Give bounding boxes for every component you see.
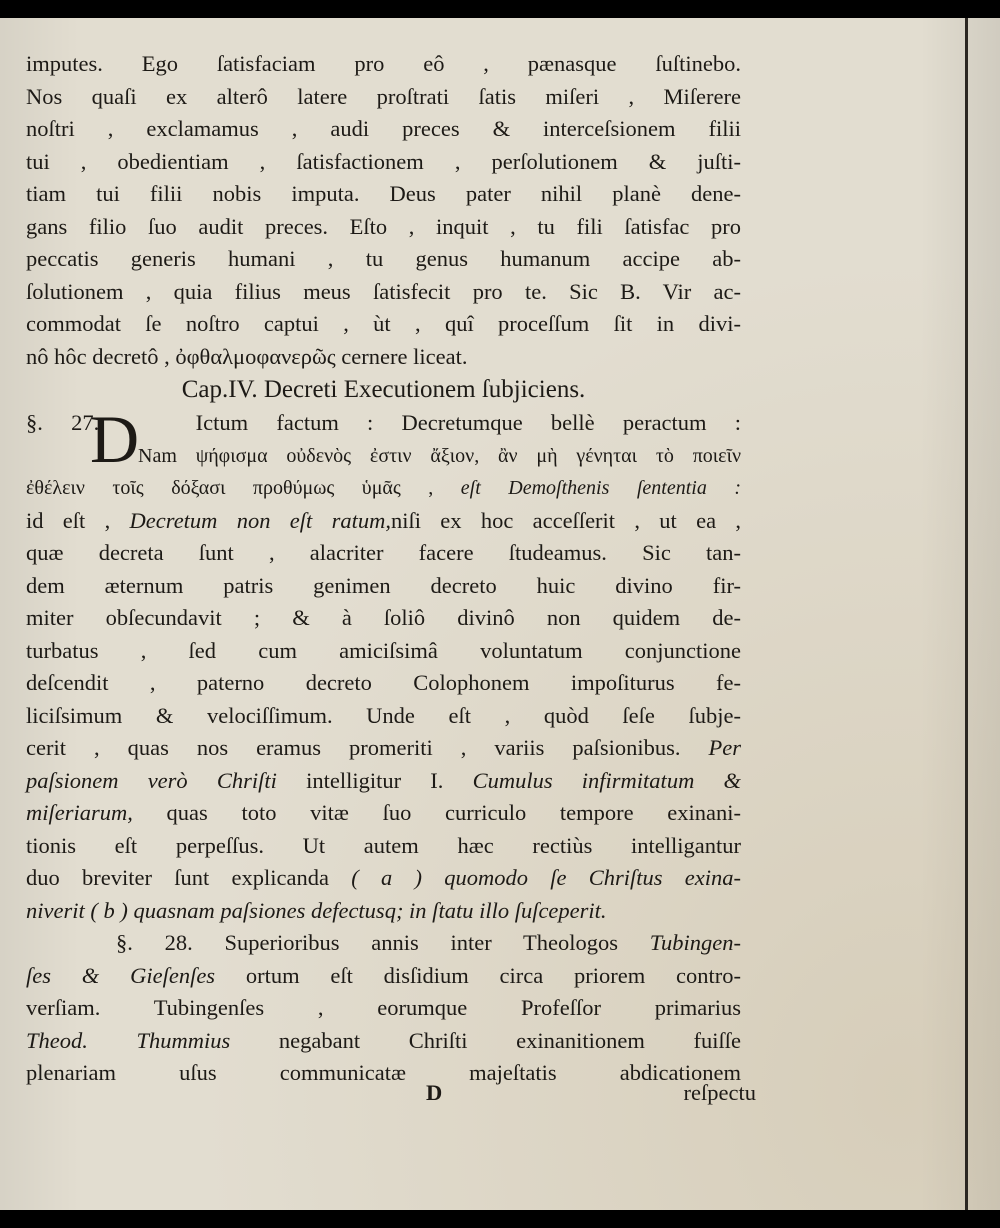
body-text	[26, 48, 741, 1090]
text-line: dem æternum patris genimen decreto huic divino fir-	[26, 572, 741, 598]
italic-phrase: ( a ) quomodo ſe Chriſtus exina-	[351, 865, 741, 890]
text-fragment: duo breviter ſunt explicanda	[26, 865, 352, 890]
drop-cap: D	[90, 401, 140, 477]
text-line: tui , obedientiam , ſatisfactionem , perſolutionem & juſti-	[26, 148, 741, 174]
text-line: turbatus , ſed cum amiciſsimâ voluntatum conjunctione	[26, 637, 741, 663]
italic-phrase: niverit ( b ) quasnam paſsiones defectusq; in ſtatu illo ſuſceperit.	[26, 897, 607, 923]
text-line: deſcendit , paterno decreto Colophonem impoſiturus fe-	[26, 670, 741, 695]
italic-phrase: ſes & Gieſenſes	[26, 962, 216, 988]
signature-mark: D	[426, 1080, 443, 1105]
italic-phrase: eſt Demoſthenis ſententia :	[460, 477, 741, 499]
text-fragment: ortum eſt disſidium circa priorem contro-	[215, 962, 741, 988]
text-line: peccatis generis humani , tu genus humanum accipe ab-	[26, 246, 741, 271]
text-fragment: Superioribus annis inter Theologos	[192, 930, 650, 955]
chapter-heading: Cap.IV. Decreti Executionem ſubjiciens.	[181, 376, 586, 403]
text-line	[26, 505, 741, 538]
section-first-line: Ictum factum : Decretumque bellè peractum :	[195, 410, 742, 435]
section-number: §. 27.	[26, 410, 100, 435]
text-line	[26, 960, 741, 993]
text-line: gans filio ſuo audit preces. Eſto , inquit , tu fili ſatisfac pro	[26, 213, 741, 239]
text-line: nô hôc decretô , ὀφθαλμοφανερῶς cernere liceat.	[26, 343, 468, 369]
italic-phrase: Decretum non eſt ratum,	[129, 507, 391, 533]
text-line	[26, 862, 741, 895]
text-line: tiam tui filii nobis imputa. Deus pater nihil planè dene-	[26, 181, 741, 206]
text-line: imputes. Ego ſatisfaciam pro eô , pænasque ſuſtinebo.	[26, 51, 741, 76]
text-line: quæ decreta ſunt , alacriter facere ſtudeamus. Sic tan-	[26, 540, 741, 565]
text-line	[26, 1025, 741, 1058]
text-line: verſiam. Tubingenſes , eorumque Profeſſor primarius	[26, 995, 741, 1020]
section-27	[26, 401, 742, 505]
italic-phrase: Theod. Thummius	[26, 1027, 231, 1053]
text-line: ſolutionem , quia filius meus ſatisfecit pro te. Sic B. Vir ac-	[26, 278, 741, 304]
text-line: Nos quaſi ex alterô latere proſtrati ſatis miſeri , Miſerere	[26, 83, 741, 109]
text-line: commodat ſe noſtro captui , ùt , quî proceſſum ſit in divi-	[26, 311, 741, 336]
text-line: Nam ψήφισμα οὐδενὸς ἐστιν ἄξιον, ἂν μὴ γένηται τὸ ποιεῖν	[138, 444, 741, 467]
italic-phrase: Per	[708, 735, 741, 760]
italic-phrase: Tubingen-	[649, 930, 742, 955]
text-fragment: intelligitur I.	[276, 767, 473, 793]
section-number: §. 28.	[116, 930, 193, 955]
text-fragment: cerit , quas nos eramus promeriti , variis paſsionibus.	[26, 735, 681, 760]
text-line: liciſsimum & velociſſimum. Unde eſt , quòd ſeſe ſubje-	[26, 702, 741, 728]
text-line: tionis eſt perpeſſus. Ut autem hæc rectiùs intelligantur	[26, 832, 741, 858]
book-page	[0, 18, 1000, 1210]
text-line	[26, 797, 741, 830]
text-fragment: quas toto vitæ ſuo curriculo tempore exinani-	[132, 800, 741, 825]
text-fragment: id eſt ,	[26, 507, 130, 533]
text-line	[26, 732, 741, 765]
text-line: miter obſecundavit ; & à ſoliô divinô non quidem de-	[26, 605, 741, 630]
text-line: plenariam uſus communicatæ majeſtatis abdicationem	[26, 1060, 741, 1085]
greek-quote: ἐθέλειν τοῖς δόξασι προθύμως ὑμᾶς ,	[26, 477, 461, 499]
text-fragment: negabant Chriſti exinanitionem fuiſſe	[230, 1027, 741, 1053]
text-fragment: niſi ex hoc acceſſerit , ut ea ,	[390, 507, 741, 533]
text-line	[26, 765, 741, 798]
italic-phrase: paſsionem verò Chriſti	[26, 767, 277, 793]
text-line: noſtri , exclamamus , audi preces & interceſsionem filii	[26, 116, 741, 141]
italic-phrase: Cumulus infirmitatum &	[472, 767, 742, 793]
text-line	[26, 927, 741, 960]
catchword: reſpectu	[683, 1080, 756, 1105]
italic-phrase: miſeriarum,	[26, 800, 133, 825]
text-line	[26, 895, 741, 928]
